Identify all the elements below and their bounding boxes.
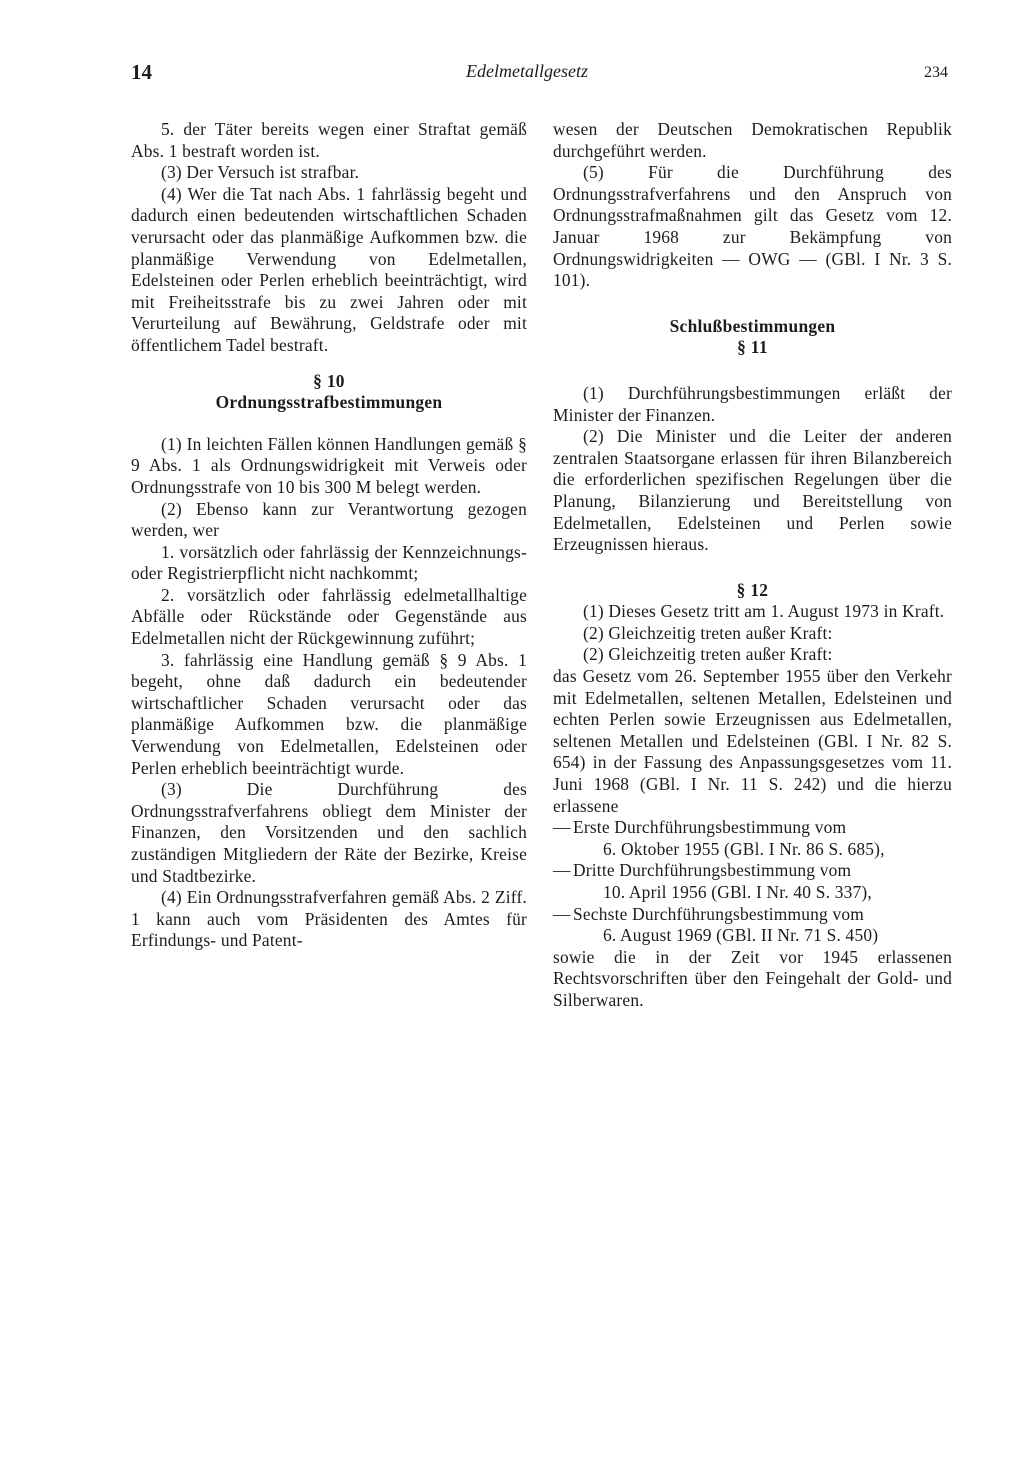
paragraph: (4) Wer die Tat nach Abs. 1 fahrlässig begeht und dadurch einen bedeutenden wirtschaftlichen Schaden verursacht oder das planmäßige Aufkommen bzw. die planmäßige Verwendung von Edelmetallen, Edelsteinen oder Perlen erheblich beeinträchtigt, wird mit Freiheitsstrafe bis zu zwei Jahren oder mit Verurteilung auf Bewährung, Geldstrafe oder mit öffentlichem Tadel bestraft. [131,183,527,355]
paragraph: 5. der Täter bereits wegen einer Straftat gemäß Abs. 1 bestraft worden ist. [131,119,527,161]
list-item-text: Sechste Durchführungsbestimmung vom [573,903,865,924]
list-item-text: 6. August 1969 (GBl. II Nr. 71 S. 450) [603,925,879,946]
running-title: Edelmetallgesetz [466,61,588,81]
section-heading: § 10 [313,370,345,391]
paragraph: (3) Die Durchführung des Ordnungsstrafverfahrens obliegt dem Minister der Finanzen, den Vorsitzenden und den sachlich zuständigen Mitgliedern der Räte der Bezirke, Kreise und Stadtbezirke. [131,779,527,886]
list-item [553,904,952,947]
list-item-text: Dritte Durchführungsbestimmung vom [573,860,852,881]
page-number: 14 [131,60,152,84]
paragraph: (3) Der Versuch ist strafbar. [161,162,360,183]
list-item: 3. fahrlässig eine Handlung gemäß § 9 Abs. 1 begeht, ohne daß dadurch ein bedeutender wirtschaftlicher Schaden verursacht oder das planmäßige Aufkommen bzw. die planmäßige Verwendung von Edelmetallen, Edelsteinen oder Perlen erheblich beeinträchtigt wurde. [131,649,527,778]
list-item-text: 6. Oktober 1955 (GBl. I Nr. 86 S. 685), [603,838,885,859]
dash-mark: — [553,860,571,881]
paragraph: (2) Gleichzeitig treten außer Kraft: [583,622,833,643]
dash-mark: — [553,903,571,924]
list-item: 1. vorsätzlich oder fahrlässig der Kennzeichnungs- oder Registrierpflicht nicht nachkommt; [131,541,527,584]
dash-mark: — [553,817,571,838]
paragraph: das Gesetz vom 26. September 1955 über den Verkehr mit Edelmetallen, seltenen Metallen, Edelsteinen und echten Perlen sowie Erzeugnissen aus Edelmetallen, seltenen Metallen und Edelsteinen (GBl. I Nr. 82 S. 654) in der Fassung des Anpassungsgesetzes vom 11. Juni 1968 (GBl. I Nr. 11 S. 242) und die hierzu erlassene [553,666,952,816]
right-column [553,119,952,1012]
paragraph: (2) Die Minister und die Leiter der anderen zentralen Staatsorgane erlassen für ihren Bilanzbereich die erforderlichen spezifischen Regelungen über die Planung, Bilanzierung und Bereitstellung von Edelmetallen, Edelsteinen und Perlen sowie Erzeugnissen hieraus. [553,426,952,555]
paragraph: (5) Für die Durchführung des Ordnungsstrafverfahrens und den Anspruch von Ordnungsstrafmaßnahmen gilt das Gesetz vom 12. Januar 1968 zur Bekämpfung von Ordnungswidrigkeiten — OWG — (GBl. I Nr. 3 S. 101). [553,162,952,291]
paragraph: (4) Ein Ordnungsstrafverfahren gemäß Abs. 2 Ziff. 1 kann auch vom Präsidenten des Amtes für Erfindungs- und Patent- [131,887,527,951]
section-heading: § 12 [736,579,769,600]
list-item-text: 10. April 1956 (GBl. I Nr. 40 S. 337), [603,882,872,902]
section-title: Ordnungsstrafbestimmungen [215,392,443,413]
paragraph: sowie die in der Zeit vor 1945 erlassenen Rechtsvorschriften über den Feingehalt der Gold- und Silberwaren. [553,946,952,1010]
list-item: 2. vorsätzlich oder fahrlässig edelmetallhaltige Abfälle oder Rückstände oder Gegenstände aus Edelmetallen nicht der Rückgewinnung zuführt; [131,584,527,649]
original-page-number: 234 [924,64,948,81]
section-title: Schlußbestimmungen [669,315,836,336]
list-item [553,860,952,903]
section-heading: § 11 [737,337,768,358]
paragraph: (2) Ebenso kann zur Verantwortung gezogen werden, wer [131,498,527,541]
paragraph: (1) Dieses Gesetz tritt am 1. August 1973 in Kraft. [583,601,945,622]
paragraph: (1) In leichten Fällen können Handlungen gemäß § 9 Abs. 1 als Ordnungswidrigkeit mit Verweis oder Ordnungsstrafe von 10 bis 300 M belegt werden. [131,433,527,497]
paragraph: wesen der Deutschen Demokratischen Republik durchgeführt werden. [553,119,952,161]
left-column [131,119,527,952]
list-item-text: Erste Durchführungsbestimmung vom [573,817,847,838]
paragraph: (1) Durchführungsbestimmungen erläßt der Minister der Finanzen. [553,382,952,425]
list-item [553,817,952,860]
paragraph: (2) Gleichzeitig treten außer Kraft: [583,644,833,665]
